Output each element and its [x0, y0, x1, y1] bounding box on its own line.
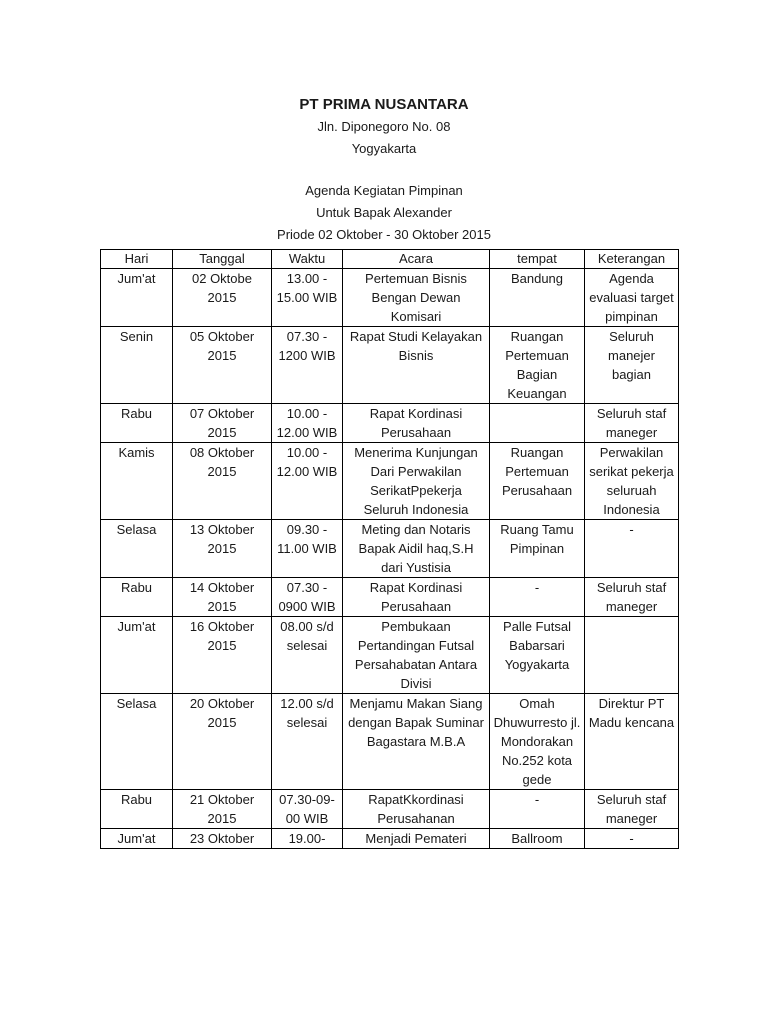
cell-keterangan: Seluruh staf maneger: [585, 578, 679, 617]
cell-waktu: 19.00-: [272, 829, 343, 849]
cell-tempat: Ruang Tamu Pimpinan: [490, 520, 585, 578]
cell-waktu: 07.30 - 1200 WIB: [272, 327, 343, 404]
cell-hari: Jum'at: [101, 269, 173, 327]
cell-hari: Selasa: [101, 520, 173, 578]
agenda-table: [100, 249, 679, 849]
cell-hari: Jum'at: [101, 829, 173, 849]
cell-waktu: 10.00 - 12.00 WIB: [272, 443, 343, 520]
cell-tempat: Ruangan Pertemuan Bagian Keuangan: [490, 327, 585, 404]
company-address: Jln. Diponegoro No. 08: [317, 119, 451, 134]
column-header-hari: Hari: [101, 250, 173, 269]
cell-hari: Rabu: [101, 790, 173, 829]
cell-tanggal: 02 Oktobe 2015: [173, 269, 272, 327]
cell-tempat: Omah Dhuwurresto jl. Mondorakan No.252 kota gede: [490, 694, 585, 790]
agenda-recipient: Untuk Bapak Alexander: [316, 205, 452, 220]
cell-acara: Pertemuan Bisnis Bengan Dewan Komisari: [343, 269, 490, 327]
cell-tempat: Ballroom: [490, 829, 585, 849]
cell-keterangan: -: [585, 520, 679, 578]
cell-tanggal: 21 Oktober 2015: [173, 790, 272, 829]
table-row: [101, 790, 679, 829]
column-header-waktu: Waktu: [272, 250, 343, 269]
cell-acara: Menjadi Pemateri: [343, 829, 490, 849]
company-name: PT PRIMA NUSANTARA: [299, 96, 469, 113]
document-header: [0, 94, 768, 246]
agenda-title: Agenda Kegiatan Pimpinan: [305, 183, 463, 198]
cell-keterangan: Direktur PT Madu kencana: [585, 694, 679, 790]
cell-tanggal: 20 Oktober 2015: [173, 694, 272, 790]
cell-waktu: 09.30 - 11.00 WIB: [272, 520, 343, 578]
cell-waktu: 13.00 - 15.00 WIB: [272, 269, 343, 327]
cell-keterangan: Agenda evaluasi target pimpinan: [585, 269, 679, 327]
cell-tanggal: 07 Oktober 2015: [173, 404, 272, 443]
cell-keterangan: Seluruh staf maneger: [585, 790, 679, 829]
cell-hari: Kamis: [101, 443, 173, 520]
table-row: [101, 694, 679, 790]
cell-acara: Menjamu Makan Siang dengan Bapak Suminar Bagastara M.B.A: [343, 694, 490, 790]
spacer: [0, 160, 768, 180]
cell-hari: Rabu: [101, 404, 173, 443]
cell-tempat: -: [490, 790, 585, 829]
column-header-tempat: tempat: [490, 250, 585, 269]
table-row: [101, 520, 679, 578]
cell-waktu: 07.30 - 0900 WIB: [272, 578, 343, 617]
table-row: [101, 327, 679, 404]
cell-tanggal: 05 Oktober 2015: [173, 327, 272, 404]
cell-acara: Pembukaan Pertandingan Futsal Persahabatan Antara Divisi: [343, 617, 490, 694]
cell-acara: Menerima Kunjungan Dari Perwakilan SerikatPpekerja Seluruh Indonesia: [343, 443, 490, 520]
cell-acara: Meting dan Notaris Bapak Aidil haq,S.H dari Yustisia: [343, 520, 490, 578]
cell-keterangan: -: [585, 829, 679, 849]
cell-tanggal: 13 Oktober 2015: [173, 520, 272, 578]
cell-tempat: Ruangan Pertemuan Perusahaan: [490, 443, 585, 520]
cell-tempat: -: [490, 578, 585, 617]
cell-keterangan: [585, 617, 679, 694]
cell-tempat: Bandung: [490, 269, 585, 327]
cell-waktu: 12.00 s/d selesai: [272, 694, 343, 790]
cell-tanggal: 14 Oktober 2015: [173, 578, 272, 617]
cell-waktu: 10.00 - 12.00 WIB: [272, 404, 343, 443]
table-header-row: [101, 250, 679, 269]
cell-tempat: [490, 404, 585, 443]
company-city: Yogyakarta: [351, 141, 417, 156]
cell-tanggal: 08 Oktober 2015: [173, 443, 272, 520]
table-row: [101, 617, 679, 694]
cell-waktu: 08.00 s/d selesai: [272, 617, 343, 694]
cell-hari: Selasa: [101, 694, 173, 790]
cell-tanggal: 23 Oktober: [173, 829, 272, 849]
cell-keterangan: Seluruh staf maneger: [585, 404, 679, 443]
cell-acara: RapatKkordinasi Perusahanan: [343, 790, 490, 829]
cell-acara: Rapat Kordinasi Perusahaan: [343, 578, 490, 617]
table-row: [101, 269, 679, 327]
agenda-period: Priode 02 Oktober - 30 Oktober 2015: [277, 227, 491, 242]
table-row: [101, 404, 679, 443]
cell-waktu: 07.30-09-00 WIB: [272, 790, 343, 829]
cell-hari: Rabu: [101, 578, 173, 617]
cell-tempat: Palle Futsal Babarsari Yogyakarta: [490, 617, 585, 694]
cell-hari: Jum'at: [101, 617, 173, 694]
table-row: [101, 578, 679, 617]
column-header-keterangan: Keterangan: [585, 250, 679, 269]
table-row: [101, 829, 679, 849]
cell-tanggal: 16 Oktober 2015: [173, 617, 272, 694]
cell-keterangan: Seluruh manejer bagian: [585, 327, 679, 404]
cell-acara: Rapat Kordinasi Perusahaan: [343, 404, 490, 443]
cell-acara: Rapat Studi Kelayakan Bisnis: [343, 327, 490, 404]
column-header-tanggal: Tanggal: [173, 250, 272, 269]
column-header-acara: Acara: [343, 250, 490, 269]
cell-keterangan: Perwakilan serikat pekerja seluruah Indonesia: [585, 443, 679, 520]
cell-hari: Senin: [101, 327, 173, 404]
table-row: [101, 443, 679, 520]
